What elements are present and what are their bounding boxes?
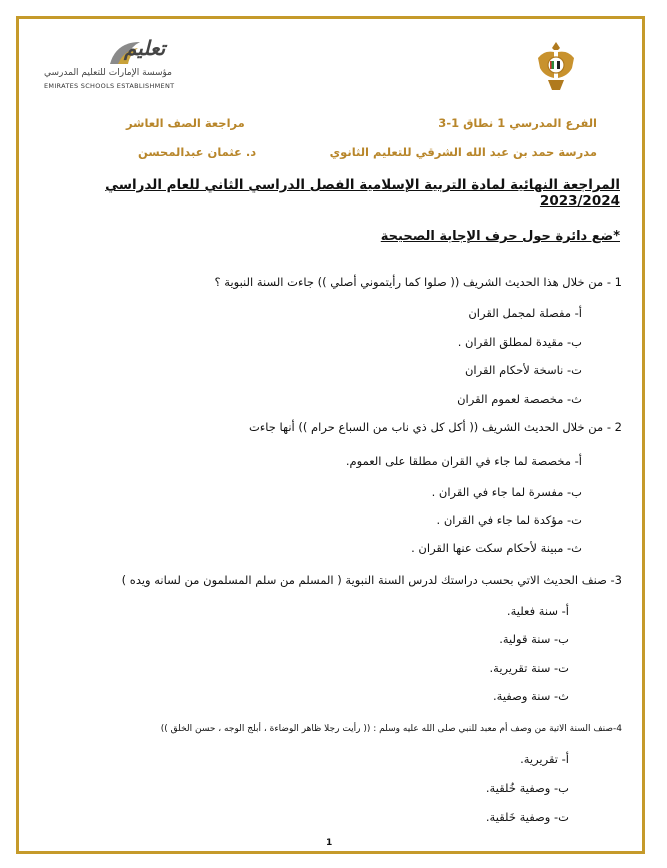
option-4-b[interactable]: ب- وصفية خُلقية. bbox=[485, 781, 569, 795]
option-2-d[interactable]: ث- مبينة لأحكام سكت عنها القران . bbox=[411, 541, 582, 555]
ese-logo bbox=[44, 36, 214, 96]
option-1-b[interactable]: ب- مقيدة لمطلق القران . bbox=[457, 335, 582, 349]
instruction-subtitle: *ضع دائرة حول حرف الإجابة الصحيحة bbox=[380, 229, 620, 244]
option-4-c[interactable]: ت- وصفية خَلقية. bbox=[485, 810, 569, 824]
page-title: المراجعة النهائية لمادة التربية الإسلامية الفصل الدراسي الثاني للعام الدراسي 2023/2024 bbox=[105, 177, 620, 209]
logo-subtitle-english: EMIRATES SCHOOLS ESTABLISHMENT bbox=[44, 82, 175, 90]
teacher-name: د. عثمان عبدالمحسن bbox=[138, 145, 257, 159]
option-2-a[interactable]: أ- مخصصة لما جاء في القران مطلقا على العموم. bbox=[345, 454, 582, 468]
branch-label: الفرع المدرسي 1 نطاق 1-3 bbox=[438, 116, 597, 130]
option-1-c[interactable]: ت- ناسخة لأحكام القران bbox=[464, 363, 582, 377]
logo-subtitle-arabic: مؤسسة الإمارات للتعليم المدرسي bbox=[44, 68, 172, 78]
option-4-a[interactable]: أ- تقريرية. bbox=[520, 752, 569, 766]
option-3-c[interactable]: ت- سنة تقريرية. bbox=[489, 661, 569, 675]
review-label: مراجعة الصف العاشر bbox=[126, 116, 245, 130]
uae-emblem-icon bbox=[534, 38, 578, 94]
question-3: 3- صنف الحديث الاتي بحسب دراستك لدرس السنة النبوية ( المسلم من سلم المسلمون من لسانه ويده ) bbox=[121, 573, 622, 587]
logo-word: تعليم bbox=[124, 36, 166, 60]
option-1-a[interactable]: أ- مفصلة لمجمل القران bbox=[468, 306, 582, 320]
page-number: 1 bbox=[326, 838, 333, 848]
question-1: 1 - من خلال هذا الحديث الشريف (( صلوا كما رأيتموني أصلي )) جاءت السنة النبوية ؟ bbox=[214, 275, 622, 289]
option-3-a[interactable]: أ- سنة فعلية. bbox=[506, 604, 569, 618]
question-2: 2 - من خلال الحديث الشريف (( أكل كل ذي ناب من السباع حرام )) أنها جاءت bbox=[249, 420, 622, 434]
option-3-d[interactable]: ث- سنة وصفية. bbox=[493, 689, 569, 703]
option-2-b[interactable]: ب- مفسرة لما جاء في القران . bbox=[431, 485, 582, 499]
school-name: مدرسة حمد بن عبد الله الشرقي للتعليم الثانوي bbox=[329, 145, 597, 159]
question-4: 4-صنف السنة الاتية من وصف أم معبد للنبي صلى الله عليه وسلم : (( رأيت رجلا ظاهر الوضاءة ، أبلج الوجه ، حسن الخلق )) bbox=[160, 724, 622, 734]
option-2-c[interactable]: ت- مؤكدة لما جاء في القران . bbox=[436, 513, 582, 527]
option-1-d[interactable]: ث- مخصصة لعموم القران bbox=[457, 392, 582, 406]
option-3-b[interactable]: ب- سنة قولية. bbox=[499, 632, 569, 646]
